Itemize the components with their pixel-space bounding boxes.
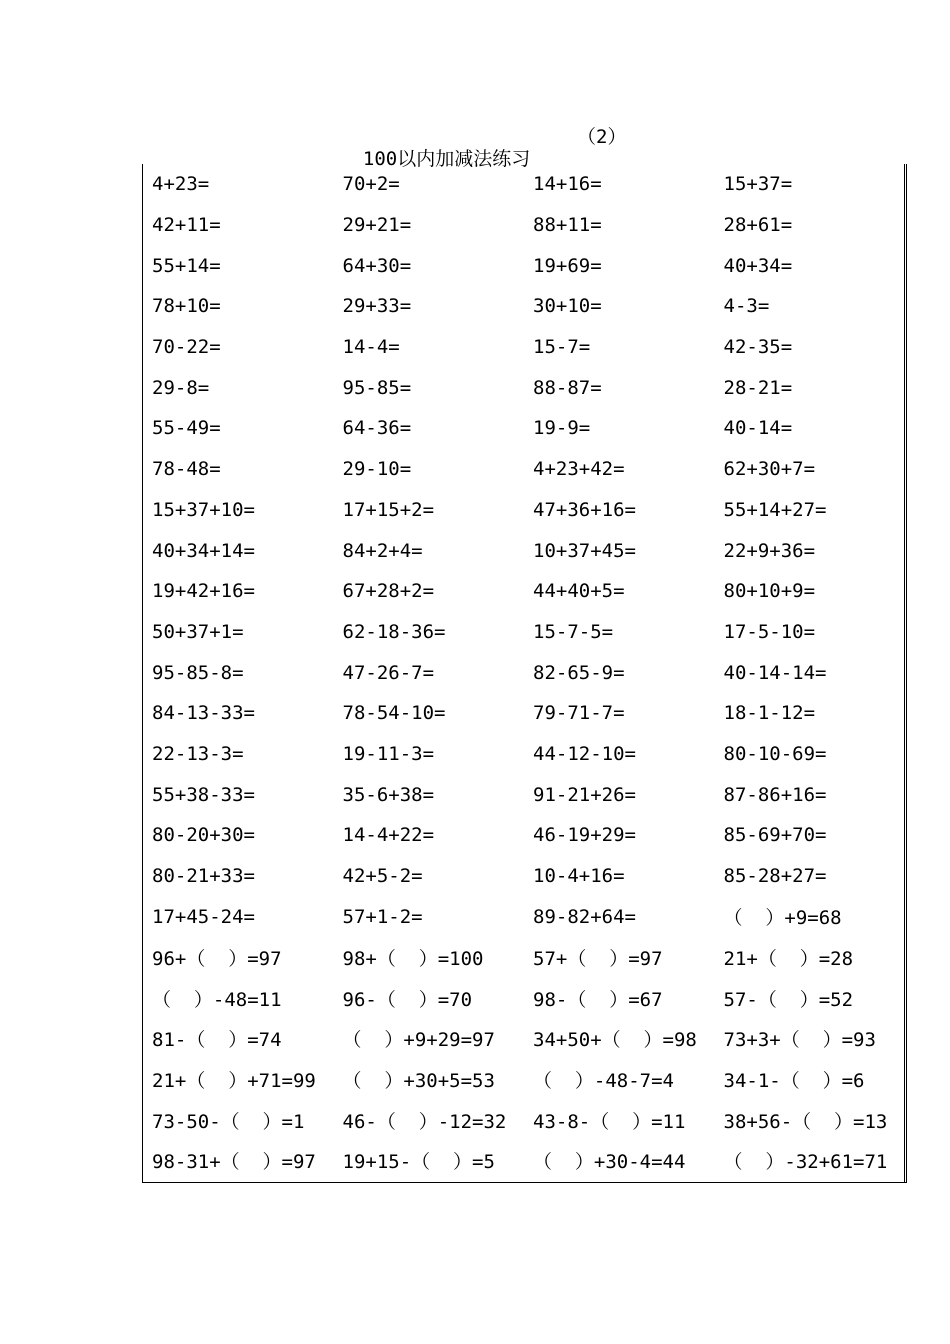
exercise-problem: 17+15+2= xyxy=(342,498,435,521)
exercise-problem: 82-65-9= xyxy=(533,661,625,684)
exercise-problem: 14+16= xyxy=(533,173,602,196)
exercise-row xyxy=(143,408,905,449)
exercise-problem: 42+5-2= xyxy=(342,865,423,888)
exercise-problem: 4-3= xyxy=(723,295,770,318)
exercise-problem: 88-87= xyxy=(533,376,602,399)
exercise-problem: 22+9+36= xyxy=(723,539,816,562)
exercise-row xyxy=(143,164,905,205)
exercise-problem: 42+11= xyxy=(152,214,221,237)
exercise-row xyxy=(143,896,905,937)
exercise-problem: 91-21+26= xyxy=(533,783,636,806)
exercise-problem: 15+37= xyxy=(723,173,793,196)
exercise-problem: 70+2= xyxy=(342,173,400,196)
exercise-problem: 21+（ ）+71=99 xyxy=(152,1069,316,1092)
exercise-row xyxy=(143,937,905,978)
exercise-problem: 55+14= xyxy=(152,254,221,277)
exercise-row xyxy=(143,774,905,815)
exercise-problem: 15+37+10= xyxy=(152,498,255,521)
exercise-problem: 85-69+70= xyxy=(723,824,827,847)
exercise-table xyxy=(142,164,907,1183)
exercise-problem: 96-（ ）=70 xyxy=(342,988,473,1011)
exercise-problem: 62-18-36= xyxy=(342,620,446,643)
exercise-problem: 95-85= xyxy=(342,376,412,399)
exercise-row xyxy=(143,652,905,693)
exercise-problem: 18-1-12= xyxy=(723,702,816,725)
exercise-row xyxy=(143,449,905,490)
exercise-problem: 89-82+64= xyxy=(533,905,636,928)
exercise-problem: 80-10-69= xyxy=(723,742,827,765)
exercise-problem: （ ）-48=11 xyxy=(152,988,282,1011)
exercise-problem: 85-28+27= xyxy=(723,865,827,888)
exercise-row xyxy=(143,571,905,612)
exercise-problem: 19+42+16= xyxy=(152,580,255,603)
exercise-row xyxy=(143,1018,905,1059)
exercise-problem: 98-31+（ ）=97 xyxy=(152,1151,316,1174)
exercise-problem: 14-4= xyxy=(342,336,400,359)
exercise-problem: 73+3+（ ）=93 xyxy=(723,1029,876,1052)
exercise-problem: 43-8-（ ）=11 xyxy=(533,1110,686,1133)
exercise-problem: 95-85-8= xyxy=(152,661,244,684)
exercise-problem: 55-49= xyxy=(152,417,221,440)
exercise-problem: 4+23+42= xyxy=(533,458,625,481)
exercise-problem: 46-（ ）-12=32 xyxy=(342,1110,507,1133)
exercise-problem: 70-22= xyxy=(152,336,221,359)
worksheet-title-number: （2） xyxy=(577,126,627,148)
exercise-problem: 17+45-24= xyxy=(152,905,255,928)
exercise-row xyxy=(143,1100,905,1141)
exercise-problem: 67+28+2= xyxy=(342,580,435,603)
exercise-problem: 40+34= xyxy=(723,254,793,277)
exercise-problem: 57-（ ）=52 xyxy=(723,988,854,1011)
exercise-row xyxy=(143,612,905,653)
exercise-problem: 88+11= xyxy=(533,214,602,237)
exercise-row xyxy=(143,245,905,286)
exercise-row xyxy=(143,693,905,734)
exercise-problem: 28-21= xyxy=(723,376,793,399)
exercise-problem: 47-26-7= xyxy=(342,661,435,684)
exercise-problem: 29-8= xyxy=(152,376,210,399)
exercise-row xyxy=(143,286,905,327)
exercise-problem: 57+（ ）=97 xyxy=(533,947,663,970)
exercise-problem: （ ）+30-4=44 xyxy=(533,1151,686,1174)
exercise-problem: 44-12-10= xyxy=(533,742,636,765)
exercise-problem: 84+2+4= xyxy=(342,539,423,562)
exercise-problem: （ ）-48-7=4 xyxy=(533,1069,674,1092)
exercise-problem: 81-（ ）=74 xyxy=(152,1029,282,1052)
exercise-problem: 22-13-3= xyxy=(152,742,244,765)
exercise-problem: 40-14-14= xyxy=(723,661,827,684)
exercise-problem: 44+40+5= xyxy=(533,580,625,603)
exercise-row xyxy=(143,1059,905,1100)
exercise-problem: 40-14= xyxy=(723,417,793,440)
exercise-problem: 19-9= xyxy=(533,417,591,440)
exercise-problem: 47+36+16= xyxy=(533,498,636,521)
exercise-problem: 34-1-（ ）=6 xyxy=(723,1069,865,1092)
exercise-problem: 57+1-2= xyxy=(342,905,423,928)
exercise-problem: 98-（ ）=67 xyxy=(533,988,663,1011)
exercise-problem: 80-20+30= xyxy=(152,824,255,847)
exercise-problem: 55+38-33= xyxy=(152,783,255,806)
exercise-row xyxy=(143,205,905,246)
exercise-problem: 30+10= xyxy=(533,295,602,318)
exercise-problem: 87-86+16= xyxy=(723,783,827,806)
exercise-problem: 42-35= xyxy=(723,336,793,359)
exercise-problem: 78-48= xyxy=(152,458,221,481)
exercise-problem: 34+50+（ ）=98 xyxy=(533,1029,697,1052)
exercise-row xyxy=(143,734,905,775)
exercise-row xyxy=(143,978,905,1019)
exercise-problem: 50+37+1= xyxy=(152,620,244,643)
exercise-problem: 98+（ ）=100 xyxy=(342,947,484,970)
exercise-row xyxy=(143,490,905,531)
exercise-problem: 28+61= xyxy=(723,214,793,237)
exercise-problem: （ ）+30+5=53 xyxy=(342,1069,495,1092)
exercise-problem: 73-50-（ ）=1 xyxy=(152,1110,305,1133)
exercise-problem: 96+（ ）=97 xyxy=(152,947,282,970)
exercise-problem: 19-11-3= xyxy=(342,742,435,765)
exercise-grid xyxy=(143,164,905,1181)
exercise-row xyxy=(143,367,905,408)
exercise-problem: 64+30= xyxy=(342,254,412,277)
exercise-row xyxy=(143,1141,905,1182)
exercise-problem: 79-71-7= xyxy=(533,702,625,725)
exercise-row xyxy=(143,815,905,856)
exercise-problem: 15-7= xyxy=(533,336,591,359)
exercise-problem: 29-10= xyxy=(342,458,412,481)
exercise-problem: （ ）+9=68 xyxy=(723,907,842,930)
exercise-problem: 29+21= xyxy=(342,214,412,237)
exercise-problem: （ ）-32+61=71 xyxy=(723,1151,888,1174)
exercise-problem: （ ）+9+29=97 xyxy=(342,1029,495,1052)
exercise-problem: 62+30+7= xyxy=(723,458,816,481)
exercise-problem: 38+56-（ ）=13 xyxy=(723,1110,888,1133)
exercise-row xyxy=(143,530,905,571)
exercise-problem: 80-21+33= xyxy=(152,865,255,888)
exercise-problem: 15-7-5= xyxy=(533,620,614,643)
exercise-problem: 14-4+22= xyxy=(342,824,435,847)
exercise-problem: 64-36= xyxy=(342,417,412,440)
exercise-problem: 80+10+9= xyxy=(723,580,816,603)
exercise-problem: 21+（ ）=28 xyxy=(723,947,854,970)
exercise-problem: 10-4+16= xyxy=(533,865,625,888)
exercise-problem: 19+69= xyxy=(533,254,602,277)
exercise-problem: 35-6+38= xyxy=(342,783,435,806)
exercise-problem: 19+15-（ ）=5 xyxy=(342,1151,495,1174)
exercise-problem: 17-5-10= xyxy=(723,620,816,643)
exercise-problem: 78+10= xyxy=(152,295,221,318)
exercise-problem: 46-19+29= xyxy=(533,824,636,847)
exercise-problem: 78-54-10= xyxy=(342,702,446,725)
exercise-problem: 4+23= xyxy=(152,173,210,196)
exercise-problem: 29+33= xyxy=(342,295,412,318)
exercise-problem: 84-13-33= xyxy=(152,702,255,725)
exercise-problem: 10+37+45= xyxy=(533,539,636,562)
exercise-problem: 55+14+27= xyxy=(723,498,827,521)
exercise-row xyxy=(143,327,905,368)
exercise-row xyxy=(143,856,905,897)
exercise-problem: 40+34+14= xyxy=(152,539,255,562)
worksheet-title-main: 100以内加减法练习 xyxy=(362,148,531,170)
